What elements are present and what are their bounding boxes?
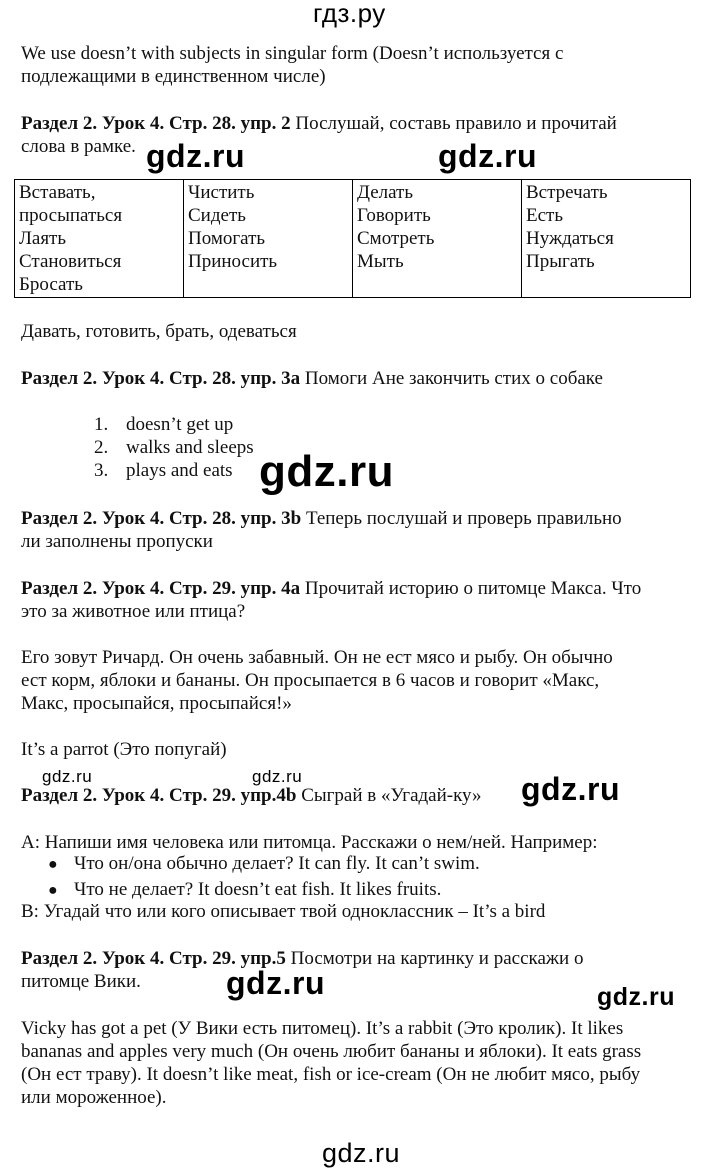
table-word: Делать [357, 182, 414, 203]
table-word: Нуждаться [526, 228, 614, 249]
table-word: Приносить [188, 251, 278, 272]
ex4b-task: Сыграй в «Угадай-ку» [296, 785, 482, 806]
ex2-heading-line [21, 112, 617, 135]
table-word: Есть [526, 205, 564, 226]
list-item-text: plays and eats [126, 460, 233, 481]
ex4a-heading-line [21, 577, 641, 600]
table-row [15, 180, 691, 298]
ex5-text-line-4: или мороженное). [21, 1087, 167, 1108]
list-item-number: 2. [94, 437, 109, 458]
ex4a-heading: Раздел 2. Урок 4. Стр. 29. упр. 4a [21, 578, 301, 599]
list-item [48, 851, 480, 877]
ex3b-heading: Раздел 2. Урок 4. Стр. 28. упр. 3b [21, 508, 302, 529]
ex2-extra-words: Давать, готовить, брать, одеваться [21, 321, 297, 342]
bullet-icon: ● [48, 856, 58, 873]
bullet-icon: ● [48, 882, 58, 899]
ex4a-answer: It’s a parrot (Это попугай) [21, 739, 227, 760]
ex2-heading: Раздел 2. Урок 4. Стр. 28. упр. 2 [21, 113, 291, 134]
table-word: Чистить [188, 182, 255, 203]
intro-line-1: We use doesn’t with subjects in singular form (Doesn’t используется с [21, 43, 564, 64]
table-word: просыпаться [19, 205, 123, 226]
ex2-task-line-2: слова в рамке. [21, 136, 136, 157]
ex4b-heading: Раздел 2. Урок 4. Стр. 29. упр.4b [21, 785, 297, 806]
watermark-gdz: gdz.ru [597, 983, 675, 1011]
watermark-gdz-small: gdz.ru [42, 767, 93, 786]
ex5-task-line-1: Посмотри на картинку и расскажи о [285, 948, 584, 969]
footer-watermark: gdz.ru [322, 1138, 401, 1168]
word-table [14, 179, 691, 298]
table-word: Говорить [357, 205, 431, 226]
list-item [94, 413, 254, 436]
list-item-text: Что он/она обычно делает? It can fly. It can’t swim. [74, 853, 480, 874]
table-word: Сидеть [188, 205, 246, 226]
table-word: Смотреть [357, 228, 435, 249]
ex3a-heading-line [21, 367, 603, 390]
ex4a-story-line-1: Его зовут Ричард. Он очень забавный. Он не ест мясо и рыбу. Он обычно [21, 647, 613, 668]
table-word: Помогать [188, 228, 266, 249]
ex4a-task-line-1: Прочитай историю о питомце Макса. Что [300, 578, 642, 599]
ex2-task-line-1: Послушай, составь правило и прочитай [290, 113, 617, 134]
watermark-gdz: gdz.ru [226, 965, 325, 1001]
list-item [94, 459, 254, 482]
watermark-gdz-small: gdz.ru [252, 767, 303, 786]
ex5-text-line-3: (Он ест траву). It doesn’t like meat, fish or ice-cream (Он не любит мясо, рыбу [21, 1064, 641, 1085]
ex5-task-line-2: питомце Вики. [21, 971, 141, 992]
ex5-text-line-2: bananas and apples very much (Он очень любит бананы и яблоки). It eats grass [21, 1041, 642, 1062]
table-word: Бросать [19, 274, 83, 295]
ex3a-task: Помоги Ане закончить стих о собаке [300, 368, 603, 389]
watermark-gdz: gdz.ru [146, 138, 245, 174]
table-word: Становиться [19, 251, 122, 272]
ex3b-task-line-1: Теперь послушай и проверь правильно [301, 508, 622, 529]
watermark-gdz: gdz.ru [438, 138, 537, 174]
ex4b-bullet-list [48, 851, 480, 903]
ex4b-b-line: B: Угадай что или кого описывает твой одноклассник – It’s a bird [21, 901, 546, 922]
table-word: Вставать, [19, 182, 96, 203]
table-word: Прыгать [526, 251, 595, 272]
table-word: Встречать [526, 182, 608, 203]
ex4b-heading-line [21, 784, 482, 807]
ex4a-story-line-2: ест корм, яблоки и бананы. Он просыпается в 6 часов и говорит «Макс, [21, 670, 600, 691]
watermark-gdz: gdz.ru [259, 447, 394, 496]
ex3b-heading-line [21, 507, 622, 530]
list-item-text: walks and sleeps [126, 437, 254, 458]
table-cell [353, 180, 522, 298]
list-item [94, 436, 254, 459]
table-cell [184, 180, 353, 298]
list-item-text: Что не делает? It doesn’t eat fish. It likes fruits. [74, 879, 442, 900]
poem-answers-list [94, 413, 254, 482]
table-word: Лаять [19, 228, 67, 249]
table-cell [522, 180, 691, 298]
intro-line-2: подлежащими в единственном числе) [21, 66, 326, 87]
list-item-number: 1. [94, 414, 109, 435]
ex5-text-line-1: Vicky has got a pet (У Вики есть питомец). It’s a rabbit (Это кролик). It likes [21, 1018, 624, 1039]
table-cell [15, 180, 184, 298]
watermark-gdz: gdz.ru [521, 771, 620, 807]
ex5-heading: Раздел 2. Урок 4. Стр. 29. упр.5 [21, 948, 286, 969]
ex3a-heading: Раздел 2. Урок 4. Стр. 28. упр. 3a [21, 368, 301, 389]
ex4b-a-line: A: Напиши имя человека или питомца. Расскажи о нем/ней. Например: [21, 832, 598, 853]
ex4a-task-line-2: это за животное или птица? [21, 601, 246, 622]
list-item-number: 3. [94, 460, 109, 481]
table-word: Мыть [357, 251, 404, 272]
list-item-text: doesn’t get up [126, 414, 234, 435]
ex3b-task-line-2: ли заполнены пропуски [21, 531, 213, 552]
ex4a-story-line-3: Макс, просыпайся, просыпайся!» [21, 693, 292, 714]
site-header-watermark: гдз.ру [313, 0, 386, 28]
